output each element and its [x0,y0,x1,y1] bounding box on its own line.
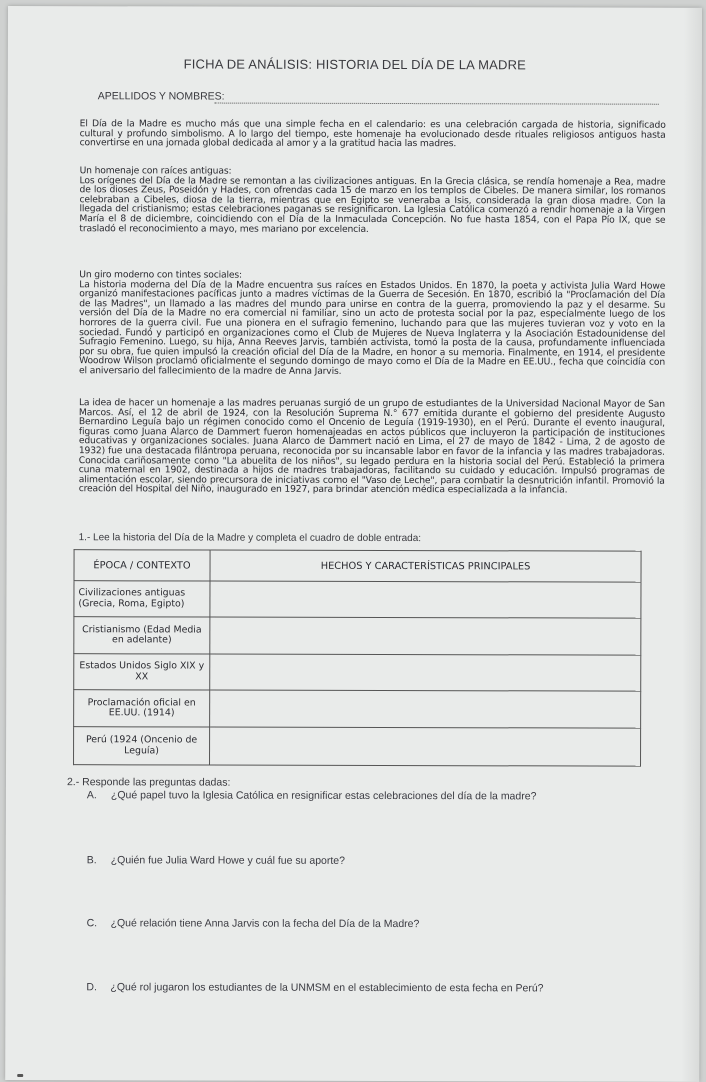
section-text: Los orígenes del Día de la Madre se remontan a las civilizaciones antiguas. En la Grecia clásica, se rendía homenaje a Rea, madre de los dioses Zeus, Poseidón y Hades, con ofrendas cada 15 de marzo en los templos de Cibeles. De manera similar, los romanos celebraban a Cibeles, diosa de la tierra, mientras que en Egipto se veneraba a Isis, considerada la gran diosa madre. Con la llegada del cristianismo; estas celebraciones paganas se resignificaron. La Iglesia Católica comenzó a rendir homenaje a la Virgen María el 8 de diciembre, coincidiendo con el Día de la Inmaculada Concepción. No fue hasta 1854, con el Papa Pío IX, que se trasladó el reconocimiento a mayo, mes mariano por excelencia. [79,174,666,235]
activity2-heading: 2.- Responde las preguntas dadas: [66,776,231,789]
facts-answer-cell[interactable] [210,581,641,618]
question-letter: D. [86,981,97,994]
epoch-cell: Civilizaciones antiguas (Grecia, Roma, Egipto) [74,581,210,617]
question-b [87,854,345,867]
worksheet-page [5,6,702,1082]
column-header-facts: HECHOS Y CARACTERÍSTICAS PRINCIPALES [210,550,641,582]
question-d [86,981,543,994]
facts-answer-cell[interactable] [210,617,641,655]
names-answer-line[interactable] [215,103,659,105]
facts-answer-cell[interactable] [210,690,641,728]
epoch-cell: Perú (1924 (Oncenio de Leguía) [74,727,210,765]
intro-paragraph: El Día de la Madre es mucho más que una simple fecha en el calendario: es una celebración cargada de historia, significado cultural y profundo simbolismo. A lo largo del tiempo, este homenaje ha evolucionado desde rituales religiosos antiguos hasta convertirse en una jornada global dedicada al amor y a la gratitud hacia las madres. [79,118,666,150]
facts-answer-cell[interactable] [210,727,641,766]
table-row [74,654,641,691]
double-entry-table [73,549,642,766]
paper-edge-shadow [681,8,702,1082]
epoch-cell: Cristianismo (Edad Media en adelante) [74,617,210,654]
question-c [87,917,420,930]
question-text: ¿Quién fue Julia Ward Howe y cuál fue su aporte? [110,854,346,867]
names-label: APELLIDOS Y NOMBRES: [97,90,225,103]
question-a [87,789,537,802]
epoch-cell: Estados Unidos Siglo XIX y XX [74,654,210,690]
activity1-heading: 1.- Lee la historia del Día de la Madre y completa el cuadro de doble entrada: [78,532,422,545]
section-text: La historia moderna del Día de la Madre encuentra sus raíces en Estados Unidos. En 1870, la poeta y activista Julia Ward Howe organizó manifestaciones pacíficas junto a madres víctimas de la Guerra de Secesión. En 1870, escribió la "Proclamación del Día de las Madres", un llamado a las madres del mundo para unirse en contra de la guerra, promoviendo la paz y el desarme. Su versión del Día de la Madre no era comercial ni familiar, sino un acto de protesta social por la paz, especialmente luego de los horrores de la guerra civil. Fue una pionera en el sufragio femenino, luchando para que las mujeres tuvieran voz y voto en la sociedad. Fundó y participó en organizaciones como el Club de Mujeres de Nueva Inglaterra y la Asociación Estadounidense del Sufragio Femenino. Luego, su hija, Anna Reeves Jarvis, también activista, tomó la posta de la causa, profundamente influenciada por su obra, fue quien impulsó la creación oficial del Día de la Madre, en honor a su memoria. Finalmente, en 1914, el presidente Woodrow Wilson proclamó oficialmente el segundo domingo de mayo como el Día de la Madre en EE.UU., fecha que coincidía con el aniversario del fallecimiento de la madre de Anna Jarvis. [79,278,666,377]
column-header-epoch: ÉPOCA / CONTEXTO [74,550,210,581]
epoch-cell: Proclamación oficial en EE.UU. (1914) [74,690,210,727]
question-letter: B. [86,854,97,867]
table-row [74,690,641,728]
section-peru [79,398,665,495]
question-text: ¿Qué relación tiene Anna Jarvis con la fecha del Día de la Madre? [110,917,420,931]
facts-answer-cell[interactable] [210,654,641,691]
section-ancient-roots [79,166,665,235]
pen-mark [17,1074,23,1077]
question-text: ¿Qué papel tuvo la Iglesia Católica en resignificar estas celebraciones del día de la madre? [110,789,537,803]
table-row [74,581,641,618]
question-text: ¿Qué rol jugaron los estudiantes de la UNMSM en el establecimiento de esta fecha en Perú? [110,981,544,995]
table-row [74,617,641,655]
page-title: FICHA DE ANÁLISIS: HISTORIA DEL DÍA DE LA MADRE [183,56,527,73]
section-title: Un homenaje con raíces antiguas: [79,165,232,177]
section-title: Un giro moderno con tintes sociales: [79,269,243,281]
table-row [74,727,641,766]
section-modern-twist [79,270,665,377]
table-header-row [74,550,641,582]
question-letter: C. [86,917,98,930]
section-text: La idea de hacer un homenaje a las madres peruanas surgió de un grupo de estudiantes de la Universidad Nacional Mayor de San Marcos. Así, el 12 de abril de 1924, con la Resolución Suprema N.° 677 emitida durante el gobierno del presidente Augusto Bernardino Leguía bajo un régimen conocido como el Oncenio de Leguía (1919-1930), en el Perú. Durante el evento inaugural, figuras como Juana Alarco de Dammert fueron homenajeadas en actos públicos que incluyeron la participación de instituciones educativas y organizaciones sociales. Juana Alarco de Dammert nació en Lima, el 27 de mayo de 1842 - Lima, 2 de agosto de 1932) fue una destacada filántropa peruana, reconocida por su incansable labor en favor de la infancia y las madres trabajadoras. Conocida cariñosamente como "La abuelita de los niños", su legado perdura en la historia social del Perú. Estableció la primera cuna maternal en 1902, destinada a hijos de madres trabajadoras, facilitando su cuidado y educación. Impulsó programas de alimentación escolar, siendo precursora de iniciativas como el "Vaso de Leche", para combatir la desnutrición infantil. Promovió la creación del Hospital del Niño, inaugurado en 1927, para brindar atención médica especializada a la infancia. [78,397,665,496]
question-letter: A. [86,789,97,802]
